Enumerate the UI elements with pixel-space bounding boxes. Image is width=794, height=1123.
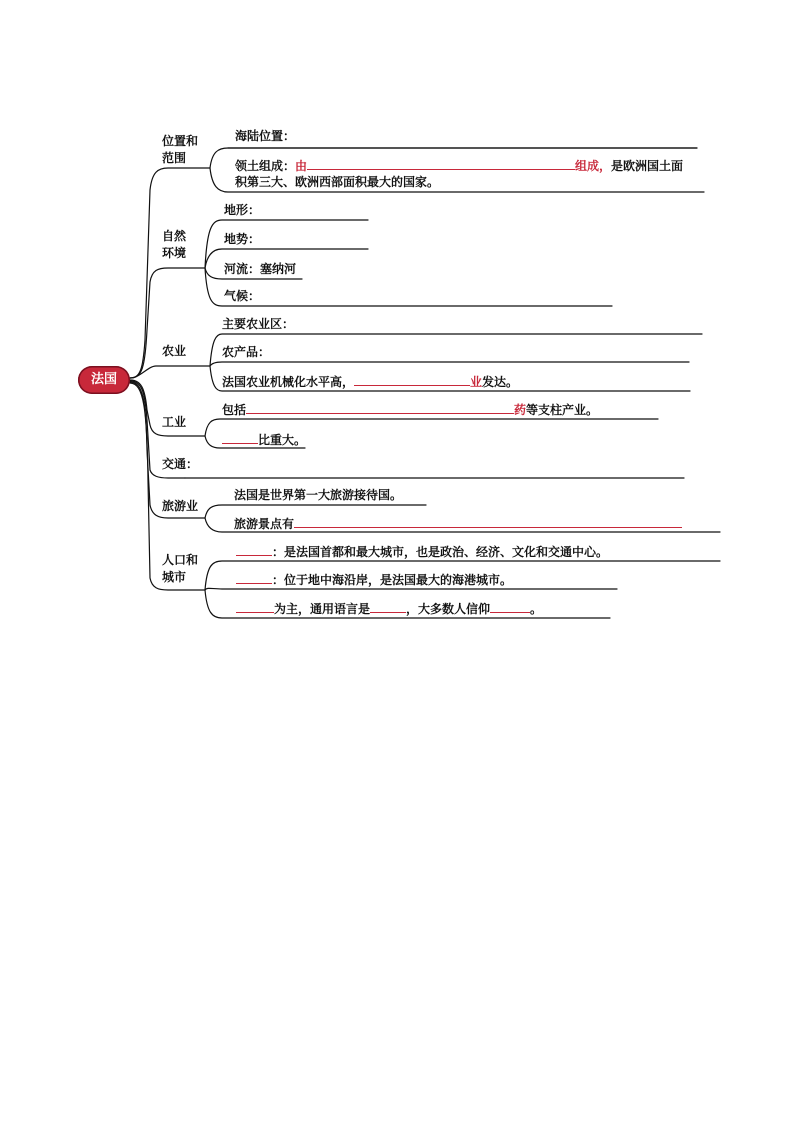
territory-label: 领土组成： [235, 159, 296, 173]
religion-blank [490, 601, 530, 613]
port-blank [236, 572, 272, 584]
item-tourism-sights [234, 516, 682, 531]
item-people-language [236, 601, 542, 616]
category-agriculture: 农业 [162, 344, 187, 358]
item-capital [236, 544, 608, 559]
category-tourism: 旅游业 [162, 499, 199, 513]
item-industry-ratio [222, 432, 306, 447]
territory-from: 由 [295, 159, 308, 173]
ind-ratio-text: 比重大。 [258, 433, 307, 447]
territory-blank [307, 158, 575, 170]
item-river: 河流：塞纳河 [224, 262, 297, 276]
tour-sights-label: 旅游景点有 [234, 517, 295, 531]
end-period: 。 [530, 602, 543, 616]
root-node-france: 法国 [78, 366, 130, 394]
category-transport: 交通： [162, 457, 199, 471]
agri-mech-blank [354, 374, 470, 386]
agri-mech-industry: 业 [470, 375, 483, 389]
pop-branch-2 [205, 588, 617, 590]
category-location: 位置和 范围 [162, 134, 199, 165]
agri-branch-1 [210, 334, 702, 366]
item-climate: 气候： [224, 289, 261, 303]
item-territory-line2: 积第三大、欧洲西部面积最大的国家。 [235, 175, 440, 189]
ind-pillar-text: 等支柱产业。 [526, 403, 599, 417]
people-blank [236, 601, 274, 613]
ind-medicine: 药 [514, 403, 527, 417]
religion-text: ，大多数人信仰 [406, 602, 491, 616]
item-agri-area: 主要农业区： [222, 317, 295, 331]
ind-include: 包括 [222, 403, 247, 417]
item-agri-mechanization [222, 374, 518, 389]
capital-text: ：是法国首都和最大城市，也是政治、经济、文化和交通中心。 [272, 545, 609, 559]
item-tourism-rank: 法国是世界第一大旅游接待国。 [234, 488, 403, 502]
territory-rest: 是欧洲国土面 [611, 159, 684, 173]
item-industry-pillars [222, 402, 598, 417]
capital-blank [236, 544, 272, 556]
people-text: 为主，通用语言是 [274, 602, 371, 616]
ind-blank [246, 402, 514, 414]
ind-ratio-blank [222, 432, 258, 444]
item-port-city [236, 572, 512, 587]
item-sea-land: 海陆位置： [235, 129, 296, 143]
category-industry: 工业 [162, 415, 187, 429]
item-agri-products: 农产品： [222, 345, 271, 359]
item-terrain: 地形： [224, 203, 261, 217]
category-nature: 自然 环境 [162, 229, 187, 260]
category-population: 人口和 城市 [162, 553, 199, 584]
item-slope: 地势： [224, 232, 261, 246]
territory-composed: 组成， [575, 159, 612, 173]
agri-mech-developed: 发达。 [482, 375, 519, 389]
agri-mech-text: 法国农业机械化水平高， [222, 375, 355, 389]
tour-sights-blank [294, 516, 682, 528]
agri-branch-2 [210, 362, 689, 366]
item-territory [235, 158, 683, 173]
port-text: ：位于地中海沿岸，是法国最大的海港城市。 [272, 573, 513, 587]
trunk-to-nature [130, 268, 205, 378]
language-blank [370, 601, 406, 613]
